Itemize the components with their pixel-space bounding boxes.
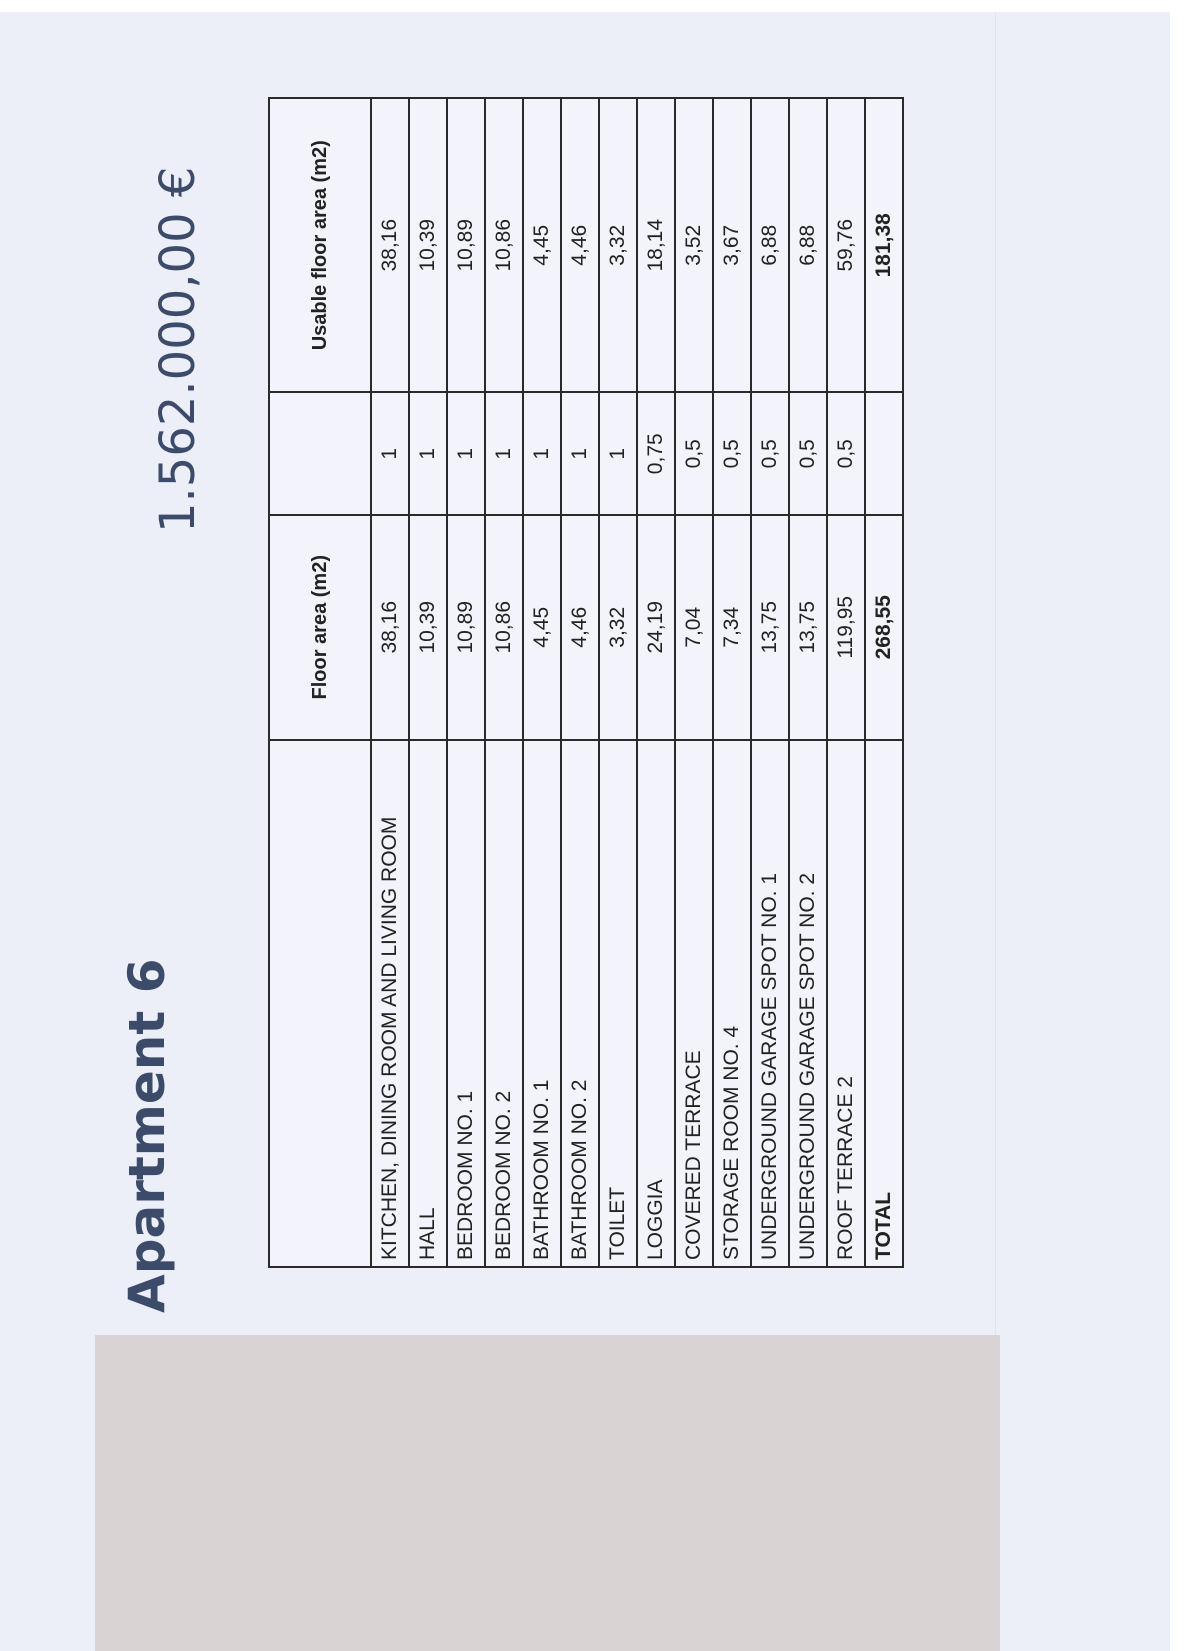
coefficient: 0,5 bbox=[675, 393, 713, 516]
floor-area: 4,45 bbox=[523, 515, 561, 740]
coefficient: 1 bbox=[599, 393, 637, 516]
room-name: BATHROOM NO. 2 bbox=[561, 740, 599, 1267]
coefficient: 1 bbox=[485, 393, 523, 516]
floor-area: 7,04 bbox=[675, 515, 713, 740]
coefficient: 1 bbox=[523, 393, 561, 516]
coefficient: 0,5 bbox=[827, 393, 865, 516]
usable-area: 6,88 bbox=[751, 98, 789, 393]
room-name: ROOF TERRACE 2 bbox=[827, 740, 865, 1267]
coefficient: 1 bbox=[409, 393, 447, 516]
table-row bbox=[409, 98, 447, 1267]
table-row bbox=[523, 98, 561, 1267]
header-room bbox=[269, 740, 371, 1267]
usable-area: 3,67 bbox=[713, 98, 751, 393]
usable-area: 18,14 bbox=[637, 98, 675, 393]
usable-area: 3,32 bbox=[599, 98, 637, 393]
coefficient: 0,75 bbox=[637, 393, 675, 516]
header-coefficient bbox=[269, 393, 371, 516]
usable-area: 38,16 bbox=[371, 98, 409, 393]
floor-area: 4,46 bbox=[561, 515, 599, 740]
coefficient: 0,5 bbox=[751, 393, 789, 516]
floor-area: 10,39 bbox=[409, 515, 447, 740]
floor-area: 7,34 bbox=[713, 515, 751, 740]
total-floor-area: 268,55 bbox=[865, 515, 903, 740]
room-name: COVERED TERRACE bbox=[675, 740, 713, 1267]
room-name: UNDERGROUND GARAGE SPOT NO. 1 bbox=[751, 740, 789, 1267]
table-row bbox=[827, 98, 865, 1267]
coefficient: 1 bbox=[371, 393, 409, 516]
table-header-row bbox=[269, 98, 371, 1267]
page-title: Apartment 6 bbox=[118, 958, 176, 1313]
usable-area: 10,86 bbox=[485, 98, 523, 393]
table-row bbox=[751, 98, 789, 1267]
usable-area: 4,46 bbox=[561, 98, 599, 393]
room-name: TOILET bbox=[599, 740, 637, 1267]
floor-area: 10,89 bbox=[447, 515, 485, 740]
total-usable-area: 181,38 bbox=[865, 98, 903, 393]
table-row bbox=[371, 98, 409, 1267]
room-name: BEDROOM NO. 1 bbox=[447, 740, 485, 1267]
room-name: STORAGE ROOM NO. 4 bbox=[713, 740, 751, 1267]
room-name: KITCHEN, DINING ROOM AND LIVING ROOM bbox=[371, 740, 409, 1267]
floor-area: 119,95 bbox=[827, 515, 865, 740]
header-floor-area: Floor area (m2) bbox=[269, 515, 371, 740]
table-row bbox=[713, 98, 751, 1267]
table-row bbox=[637, 98, 675, 1267]
apartment-price: 1.562.000,00 € bbox=[150, 166, 206, 533]
table-row bbox=[675, 98, 713, 1267]
coefficient: 1 bbox=[561, 393, 599, 516]
table-row bbox=[447, 98, 485, 1267]
coefficient: 0,5 bbox=[789, 393, 827, 516]
usable-area: 10,89 bbox=[447, 98, 485, 393]
floor-area: 13,75 bbox=[789, 515, 827, 740]
usable-area: 4,45 bbox=[523, 98, 561, 393]
coefficient: 0,5 bbox=[713, 393, 751, 516]
total-coefficient bbox=[865, 393, 903, 516]
coefficient: 1 bbox=[447, 393, 485, 516]
floor-area: 24,19 bbox=[637, 515, 675, 740]
total-label: TOTAL bbox=[865, 740, 903, 1267]
usable-area: 6,88 bbox=[789, 98, 827, 393]
table-row bbox=[599, 98, 637, 1267]
usable-area: 59,76 bbox=[827, 98, 865, 393]
table-row bbox=[485, 98, 523, 1267]
total-row bbox=[865, 98, 903, 1267]
header-usable-area: Usable floor area (m2) bbox=[269, 98, 371, 393]
floor-area: 3,32 bbox=[599, 515, 637, 740]
usable-area: 10,39 bbox=[409, 98, 447, 393]
floor-area: 10,86 bbox=[485, 515, 523, 740]
room-name: HALL bbox=[409, 740, 447, 1267]
room-name: BATHROOM NO. 1 bbox=[523, 740, 561, 1267]
floor-area: 38,16 bbox=[371, 515, 409, 740]
table-row bbox=[561, 98, 599, 1267]
room-name: BEDROOM NO. 2 bbox=[485, 740, 523, 1267]
area-table bbox=[268, 97, 904, 1268]
table-row bbox=[789, 98, 827, 1267]
room-name: LOGGIA bbox=[637, 740, 675, 1267]
floor-area: 13,75 bbox=[751, 515, 789, 740]
room-name: UNDERGROUND GARAGE SPOT NO. 2 bbox=[789, 740, 827, 1267]
decorative-side-band bbox=[95, 1335, 1000, 1651]
usable-area: 3,52 bbox=[675, 98, 713, 393]
